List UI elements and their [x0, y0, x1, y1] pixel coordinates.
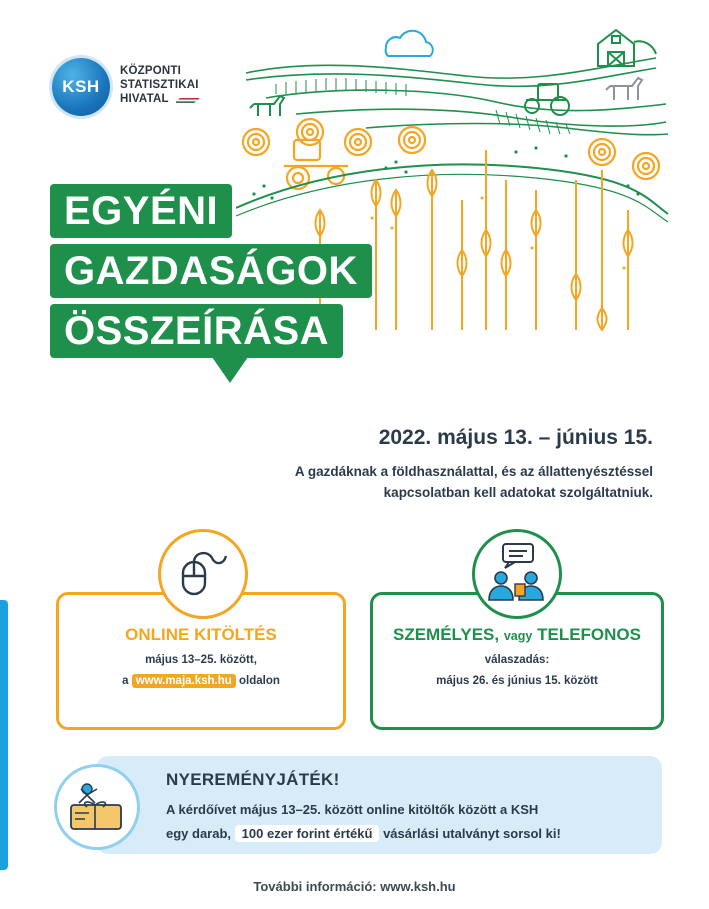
prize-line-2-suffix: vásárlási utalványt sorsol ki! [383, 826, 561, 841]
personal-title-connector: vagy [503, 629, 533, 643]
online-dates: május 13–25. között, [145, 654, 257, 666]
horse-icon [250, 96, 284, 116]
people-icon-circle [472, 529, 562, 619]
title-speech-tail [212, 357, 248, 383]
logo-line-2: STATISZTIKAI [120, 79, 199, 91]
ksh-logo [52, 58, 110, 116]
personal-title [373, 625, 661, 645]
logo-line-3: HIVATAL [120, 93, 169, 105]
title-line-3: ÖSSZEÍRÁSA [50, 304, 343, 358]
personal-title-part2: TELEFONOS [537, 625, 641, 644]
survey-date: 2022. május 13. – június 15. [378, 426, 653, 449]
prize-line-1: A kérdőívet május 13–25. között online kitöltők között a KSH [166, 802, 539, 817]
interview-icon [475, 532, 559, 616]
prize-highlight: 100 ezer forint értékű [235, 825, 380, 842]
title-line-1: EGYÉNI [50, 184, 232, 238]
title-line-2: GAZDASÁGOK [50, 244, 372, 298]
prize-line-2-prefix: egy darab, [166, 826, 232, 841]
online-title: ONLINE KITÖLTÉS [125, 625, 277, 644]
intro-line-2: kapcsolatban kell adatokat szolgáltatniuk. [383, 485, 653, 500]
edge-strip [0, 600, 8, 870]
online-url-link[interactable]: www.maja.ksh.hu [132, 674, 236, 688]
horse-icon [606, 78, 642, 100]
barn-icon [598, 30, 656, 66]
online-suffix: oldalon [239, 675, 280, 687]
mouse-icon [161, 532, 245, 616]
personal-line-1: válaszadás: [484, 654, 550, 666]
gift-voucher-icon [57, 767, 137, 847]
personal-line-2: május 26. és június 15. között [436, 675, 598, 687]
prize-icon-circle [54, 764, 140, 850]
flag-stripe-icon [176, 98, 200, 103]
footer-info[interactable]: További információ: www.ksh.hu [253, 879, 456, 894]
logo-line-1: KÖZPONTI [120, 65, 182, 77]
intro-line-1: A gazdáknak a földhasználattal, és az állattenyésztéssel [294, 464, 653, 479]
prize-title: NYEREMÉNYJÁTÉK! [166, 770, 340, 789]
mouse-icon-circle [158, 529, 248, 619]
intro-text [295, 461, 653, 503]
online-url-line [59, 675, 343, 687]
personal-title-part1: SZEMÉLYES, [392, 625, 500, 644]
prize-line-2 [166, 826, 561, 841]
logo-initials: KSH [62, 77, 100, 96]
online-prefix: a [122, 675, 129, 687]
cloud-icon [386, 31, 433, 56]
